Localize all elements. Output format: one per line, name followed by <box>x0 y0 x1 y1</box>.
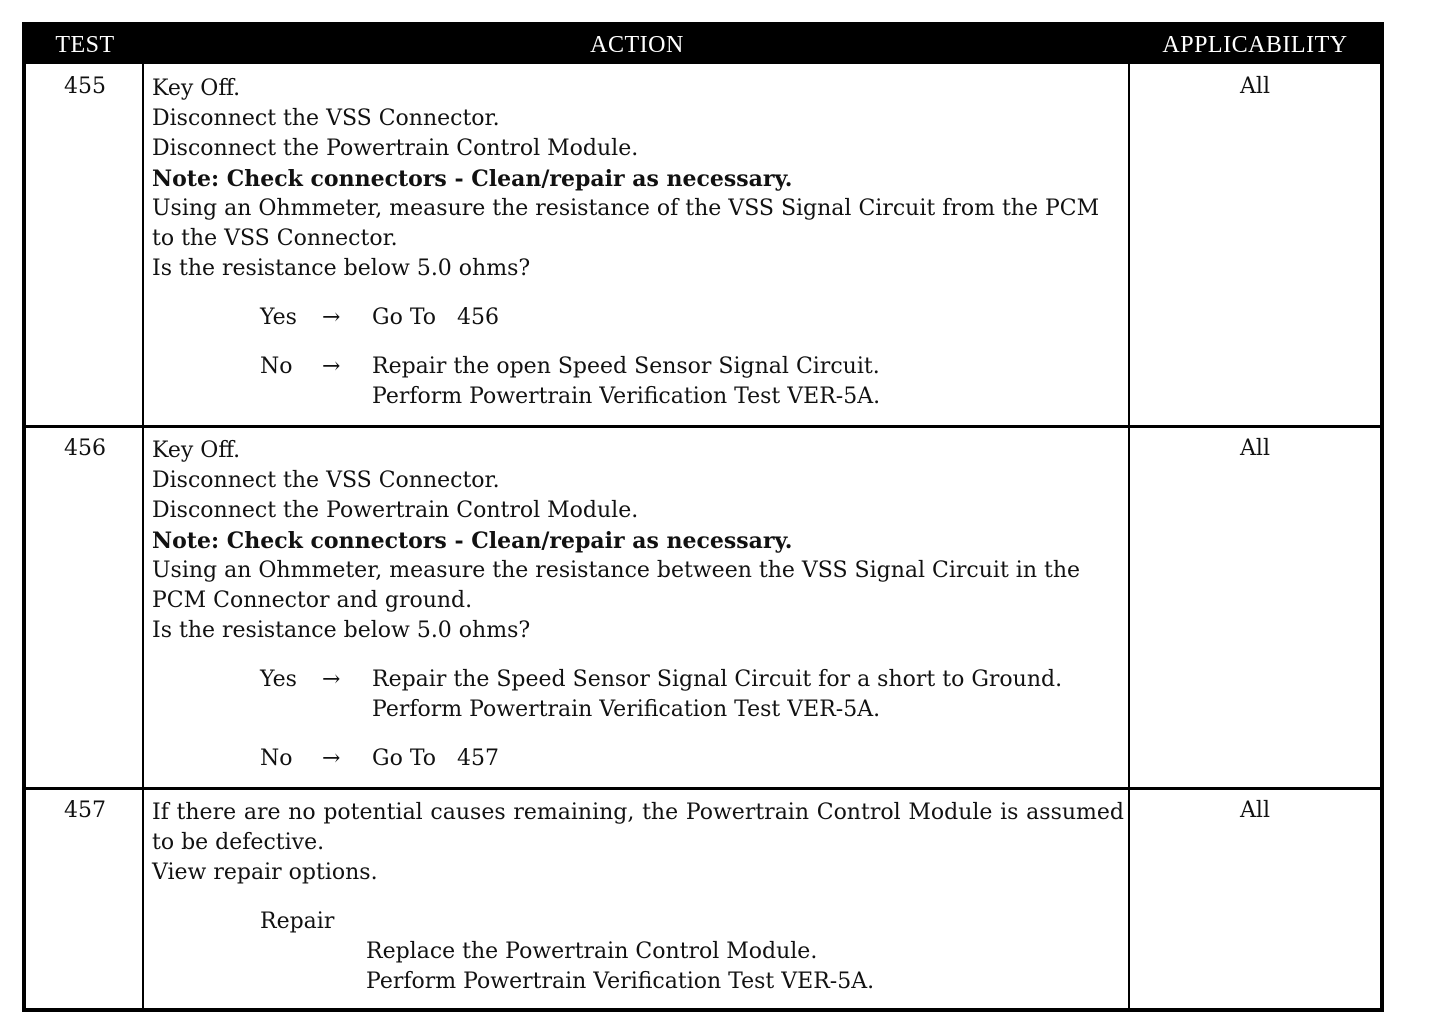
no-branch <box>152 744 1124 774</box>
question-line: Is the resistance below 5.0 ohms? <box>152 618 531 643</box>
no-result: Repair the open Speed Sensor Signal Circuit. <box>372 354 880 379</box>
action-line: Using an Ohmmeter, measure the resistance of the VSS Signal Circuit from the PCM <box>152 196 1100 221</box>
yes-result: Repair the Speed Sensor Signal Circuit for a short to Ground. <box>372 667 1063 692</box>
table-row-455 <box>26 64 1380 426</box>
no-result: Go To 457 <box>372 746 499 771</box>
action-line: Disconnect the VSS Connector. <box>152 106 500 131</box>
repair-label: Repair <box>260 909 335 934</box>
action-line: Disconnect the VSS Connector. <box>152 468 500 493</box>
action-line: Key Off. <box>152 76 241 101</box>
header-applicability: APPLICABILITY <box>1162 32 1348 58</box>
note-line: Note: Check connectors - Clean/repair as necessary. <box>152 528 793 554</box>
applicability-value: All <box>1240 798 1270 823</box>
question-line: Is the resistance below 5.0 ohms? <box>152 256 531 281</box>
action-line: PCM Connector and ground. <box>152 588 473 613</box>
yes-branch <box>152 665 1124 695</box>
yes-result: Go To 456 <box>372 305 499 330</box>
no-label: No <box>260 746 293 771</box>
table-row-456 <box>26 426 1380 788</box>
repair-step: Replace the Powertrain Control Module. <box>366 939 818 964</box>
repair-step: Perform Powertrain Verification Test VER-5A. <box>366 969 875 994</box>
applicability-value: All <box>1240 436 1270 461</box>
action-line: Disconnect the Powertrain Control Module. <box>152 498 639 523</box>
table-header <box>26 26 1380 64</box>
header-test: TEST <box>55 32 115 58</box>
action-line: Using an Ohmmeter, measure the resistance between the VSS Signal Circuit in the <box>152 558 1081 583</box>
arrow-icon: → <box>322 354 341 379</box>
action-line: Key Off. <box>152 438 241 463</box>
arrow-icon: → <box>322 305 341 330</box>
test-number: 457 <box>64 798 106 823</box>
no-branch-continued <box>152 382 1124 412</box>
test-number: 455 <box>64 74 106 99</box>
yes-branch <box>152 303 1124 333</box>
action-line: View repair options. <box>152 860 378 885</box>
action-paragraph: If there are no potential causes remaining, the Powertrain Control Module is assumed to be defective. <box>152 800 1124 855</box>
yes-result-2: Perform Powertrain Verification Test VER-5A. <box>372 697 881 722</box>
no-result-2: Perform Powertrain Verification Test VER-5A. <box>372 384 881 409</box>
action-cell <box>152 436 1124 774</box>
arrow-icon: → <box>322 667 341 692</box>
yes-label: Yes <box>260 305 297 330</box>
applicability-value: All <box>1240 74 1270 99</box>
yes-branch-continued <box>152 695 1124 725</box>
action-line: to the VSS Connector. <box>152 226 398 251</box>
action-cell <box>152 798 1124 997</box>
diagnostic-test-table <box>22 22 1384 1012</box>
arrow-icon: → <box>322 746 341 771</box>
test-number: 456 <box>64 436 106 461</box>
action-cell <box>152 74 1124 412</box>
action-line: Disconnect the Powertrain Control Module. <box>152 136 639 161</box>
table-row-457 <box>26 788 1380 1012</box>
yes-label: Yes <box>260 667 297 692</box>
header-action: ACTION <box>590 32 684 58</box>
no-label: No <box>260 354 293 379</box>
no-branch <box>152 352 1124 382</box>
note-line: Note: Check connectors - Clean/repair as necessary. <box>152 166 793 192</box>
